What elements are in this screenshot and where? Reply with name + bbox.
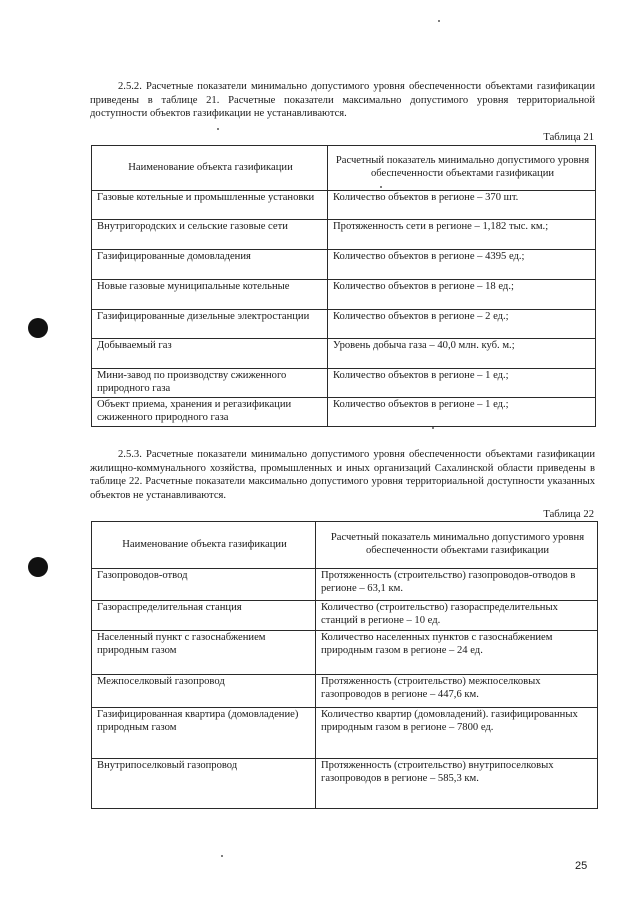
cell-indicator: Протяженность (строительство) внутрипоселковых газопроводов в регионе – 585,3 км. bbox=[316, 759, 598, 809]
paragraph-2-5-3 bbox=[90, 448, 595, 502]
cell-indicator: Количество (строительство) газораспределительных станций в регионе – 10 ед. bbox=[316, 601, 598, 631]
cell-indicator: Количество объектов в регионе – 18 ед.; bbox=[328, 280, 596, 310]
header-object-name: Наименование объекта газификации bbox=[92, 522, 316, 569]
cell-indicator: Уровень добыча газа – 40,0 млн. куб. м.; bbox=[328, 339, 596, 369]
cell-indicator: Протяженность (строительство) газопроводов-отводов в регионе – 63,1 км. bbox=[316, 569, 598, 601]
cell-object: Населенный пункт с газоснабжением природным газом bbox=[92, 631, 316, 675]
cell-object: Внутрипоселковый газопровод bbox=[92, 759, 316, 809]
cell-indicator: Количество квартир (домовладений). газифицированных природным газом в регионе – 7800 ед. bbox=[316, 708, 598, 759]
table-header-row bbox=[92, 146, 596, 191]
table-row bbox=[92, 250, 596, 280]
table-22-caption: Таблица 22 bbox=[543, 509, 594, 520]
table-21-caption: Таблица 21 bbox=[543, 132, 594, 143]
scan-speck bbox=[221, 855, 223, 857]
cell-indicator: Количество объектов в регионе – 2 ед.; bbox=[328, 310, 596, 339]
cell-object: Газораспределительная станция bbox=[92, 601, 316, 631]
header-indicator: Расчетный показатель минимально допустимого уровня обеспеченности объектами газификации bbox=[328, 146, 596, 191]
cell-object: Добываемый газ bbox=[92, 339, 328, 369]
table-row bbox=[92, 369, 596, 398]
table-row bbox=[92, 631, 598, 675]
cell-object: Газопроводов-отвод bbox=[92, 569, 316, 601]
table-header-row bbox=[92, 522, 598, 569]
cell-indicator: Количество объектов в регионе – 1 ед.; bbox=[328, 369, 596, 398]
cell-object: Объект приема, хранения и регазификации сжиженного природного газа bbox=[92, 398, 328, 427]
table-row bbox=[92, 280, 596, 310]
table-21 bbox=[91, 145, 596, 427]
header-indicator: Расчетный показатель минимально допустимого уровня обеспеченности объектами газификации bbox=[316, 522, 598, 569]
scan-speck bbox=[432, 427, 434, 429]
cell-indicator: Количество объектов в регионе – 4395 ед.; bbox=[328, 250, 596, 280]
cell-object: Газифицированные дизельные электростанции bbox=[92, 310, 328, 339]
header-object-name: Наименование объекта газификации bbox=[92, 146, 328, 191]
cell-indicator: Количество населенных пунктов с газоснабжением природным газом в регионе – 24 ед. bbox=[316, 631, 598, 675]
table-row bbox=[92, 339, 596, 369]
cell-object: Новые газовые муниципальные котельные bbox=[92, 280, 328, 310]
cell-object: Межпоселковый газопровод bbox=[92, 675, 316, 708]
table-row bbox=[92, 220, 596, 250]
section-number: 2.5.2. bbox=[118, 81, 142, 92]
table-row bbox=[92, 569, 598, 601]
cell-indicator: Протяженность (строительство) межпоселковых газопроводов в регионе – 447,6 км. bbox=[316, 675, 598, 708]
cell-object: Газифицированные домовладения bbox=[92, 250, 328, 280]
scan-speck bbox=[217, 128, 219, 130]
paragraph-2-5-2 bbox=[90, 80, 595, 121]
table-row bbox=[92, 759, 598, 809]
section-number: 2.5.3. bbox=[118, 449, 142, 460]
punch-hole-top bbox=[28, 318, 48, 338]
cell-indicator: Количество объектов в регионе – 370 шт. bbox=[328, 191, 596, 220]
cell-indicator: Протяженность сети в регионе – 1,182 тыс. км.; bbox=[328, 220, 596, 250]
table-row bbox=[92, 675, 598, 708]
paragraph-text: Расчетные показатели минимально допустимого уровня обеспеченности объектами газификации приведены в таблице 21. Расчетные показатели максимально допустимого уровня территориальной доступности объектов газификации не устанавливаются. bbox=[90, 81, 595, 120]
scan-speck bbox=[438, 20, 440, 22]
page-number: 25 bbox=[575, 860, 588, 872]
cell-object: Газифицированная квартира (домовладение) природным газом bbox=[92, 708, 316, 759]
punch-hole-bottom bbox=[28, 557, 48, 577]
table-row bbox=[92, 601, 598, 631]
cell-indicator: Количество объектов в регионе – 1 ед.; bbox=[328, 398, 596, 427]
table-22 bbox=[91, 521, 598, 809]
table-row bbox=[92, 708, 598, 759]
table-row bbox=[92, 398, 596, 427]
cell-object: Газовые котельные и промышленные установки bbox=[92, 191, 328, 220]
table-row bbox=[92, 310, 596, 339]
table-row bbox=[92, 191, 596, 220]
paragraph-text: Расчетные показатели минимально допустимого уровня обеспеченности объектами газификации жилищно-коммунального хозяйства, промышленных и иных организаций Сахалинской области приведены в таблице 22. Расчетные показатели максимально допустимого уровня территориальной доступности указанных объектов не устанавливаются. bbox=[90, 449, 595, 501]
cell-object: Внутригородских и сельские газовые сети bbox=[92, 220, 328, 250]
cell-object: Мини-завод по производству сжиженного природного газа bbox=[92, 369, 328, 398]
